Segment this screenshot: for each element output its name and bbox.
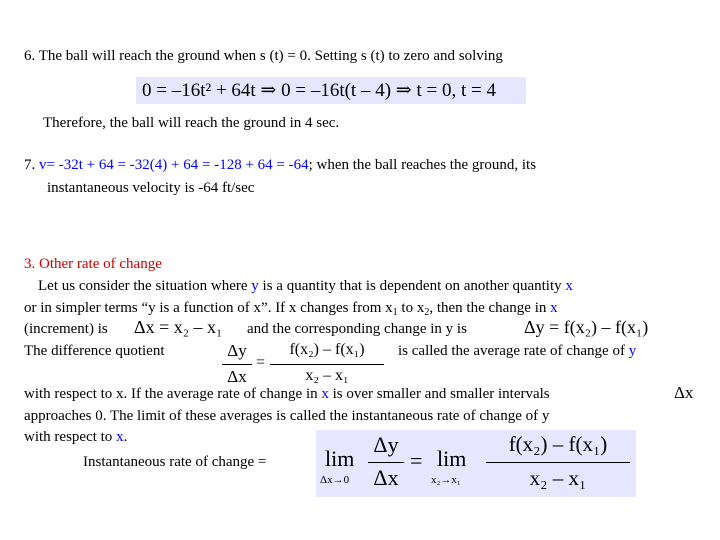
lim-bar-1 — [368, 462, 404, 463]
section3-heading: 3. Other rate of change — [24, 256, 162, 272]
difference-quotient-label: The difference quotient — [24, 343, 165, 359]
dq-numerator-1: Δy — [227, 341, 247, 360]
text-run: is a quantity that is dependent on another quantity — [258, 278, 566, 294]
dq-denominator-1: Δx — [227, 367, 247, 386]
var-x: x — [116, 429, 124, 445]
lim-2: lim — [437, 446, 467, 471]
lim-2-subscript: x₂→x₁ — [431, 474, 461, 486]
var-x: x — [321, 386, 329, 402]
lim-denominator-2: x₂ – x₁ — [529, 466, 587, 490]
text-run: to x — [397, 300, 425, 316]
dq-equals: = — [256, 354, 266, 371]
lim-denominator-1: Δx — [373, 465, 399, 490]
section3-change-label: and the corresponding change in y is — [247, 321, 467, 337]
delta-x-equation: Δx = x₂ – x₁ — [134, 317, 223, 337]
var-x: x — [565, 278, 573, 294]
lim-equals: = — [410, 448, 423, 473]
average-rate-text — [398, 343, 636, 360]
text-run: is called the average rate of change of — [398, 343, 629, 359]
var-x: x — [550, 300, 558, 316]
section3-increment-label: (increment) is — [24, 321, 108, 337]
lim-bar-2 — [486, 462, 630, 463]
section3-para-line7 — [24, 429, 127, 446]
delta-y-equation: Δy = f(x₂) – f(x₁) — [524, 317, 649, 337]
section3-para-line5 — [24, 386, 550, 403]
subscript: 1 — [392, 307, 398, 318]
item6-conclusion: Therefore, the ball will reach the ground in 4 sec. — [43, 115, 340, 131]
item7-rest: ; when the ball reaches the ground, its — [308, 157, 537, 173]
text-run: . — [123, 429, 128, 445]
section3-para-line1 — [38, 278, 573, 295]
item7-line2: instantaneous velocity is -64 ft/sec — [47, 180, 255, 196]
section3-para-line6: approaches 0. The limit of these averages is called the instantaneous rate of change of y — [24, 408, 550, 424]
delta-x-symbol: Δx — [674, 383, 694, 402]
item6-equation: 0 = –16t² + 64t ⇒ 0 = –16t(t – 4) ⇒ t = 0, t = 4 — [136, 77, 526, 104]
instantaneous-rate-label: Instantaneous rate of change = — [83, 454, 267, 470]
subscript: 2 — [424, 307, 430, 318]
item6-text: 6. The ball will reach the ground when s (t) = 0. Setting s (t) to zero and solving — [24, 48, 503, 64]
text-run: or in simpler terms “y is a function of x”. If x changes from x — [24, 300, 393, 316]
lim-numerator-1: Δy — [373, 432, 399, 457]
dq-bar-2 — [270, 364, 384, 365]
dq-bar-1 — [222, 364, 252, 365]
dq-denominator-2: x₂ – x₁ — [305, 367, 349, 384]
var-y: y — [628, 343, 637, 359]
text-run: Let us consider the situation where — [38, 278, 252, 294]
item7-velocity: v= -32t + 64 = -32(4) + 64 = -128 + 64 = -64 — [39, 157, 309, 173]
text-run: with respect to — [24, 429, 117, 445]
item7-line1 — [24, 157, 536, 174]
text-run: with respect to x. If the average rate of change in — [24, 386, 322, 402]
dq-numerator-2: f(x₂) – f(x₁) — [289, 341, 365, 358]
text-run: is over smaller and smaller intervals — [328, 386, 550, 402]
section3-para-line2 — [24, 300, 558, 318]
var-y: y — [251, 278, 259, 294]
lim-numerator-2: f(x₂) – f(x₁) — [508, 432, 608, 456]
text-run: , then the change in — [429, 300, 551, 316]
lim-1: lim — [325, 446, 355, 471]
lim-1-subscript: Δx→0 — [320, 474, 350, 486]
item7-number: 7. — [24, 157, 39, 173]
